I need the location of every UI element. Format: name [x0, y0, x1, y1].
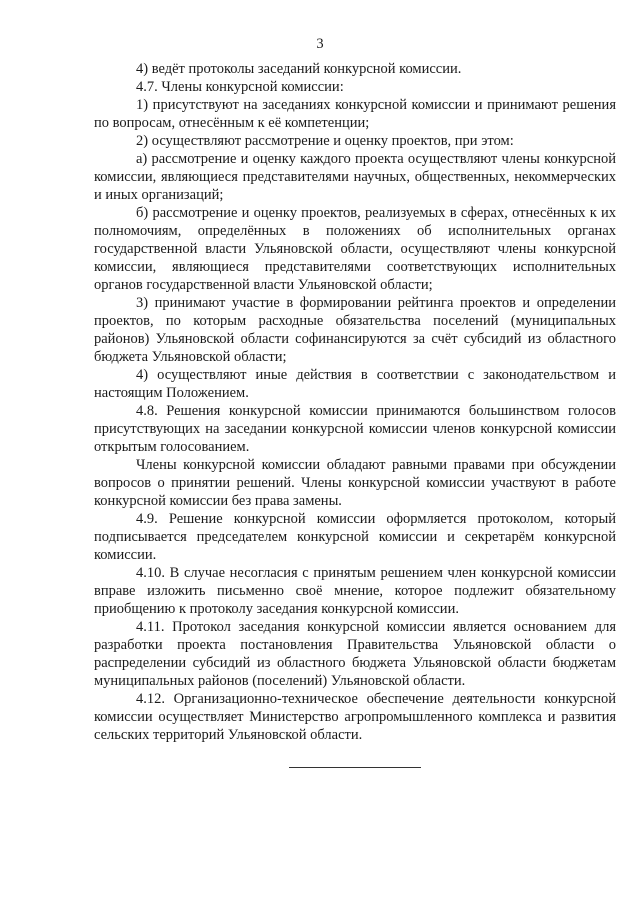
paragraph: 4.10. В случае несогласия с принятым решением член конкурсной комиссии вправе изложить письменно своё мнение, которое подлежит обязательному приобщению к протоколу заседания конкурсной комиссии. — [94, 565, 616, 617]
paragraph: а) рассмотрение и оценку каждого проекта осуществляют члены конкурсной комиссии, являющиеся представителями научных, общественных, некоммерческих и иных организаций; — [94, 151, 616, 203]
page-number: 3 — [316, 36, 324, 52]
paragraph: 4) ведёт протоколы заседаний конкурсной комиссии. — [136, 61, 462, 77]
paragraph: 4.8. Решения конкурсной комиссии принимаются большинством голосов присутствующих на заседании конкурсной комиссии членов конкурсной комиссии открытым голосованием. — [94, 403, 616, 455]
paragraph: 1) присутствуют на заседаниях конкурсной комиссии и принимают решения по вопросам, отнесённым к её компетенции; — [94, 97, 616, 131]
paragraph: 4.9. Решение конкурсной комиссии оформляется протоколом, который подписывается председателем конкурсной комиссии и секретарём конкурсной комиссии. — [94, 511, 616, 563]
paragraph: Члены конкурсной комиссии обладают равными правами при обсуждении вопросов о принятии решений. Члены конкурсной комиссии участвуют в работе конкурсной комиссии без права замены. — [94, 457, 616, 509]
document-body — [94, 60, 616, 744]
paragraph: 4.11. Протокол заседания конкурсной комиссии является основанием для разработки проекта постановления Правительства Ульяновской области о распределении субсидий из областного бюджета Ульяновской области бюджетам муниципальных районов (поселений) Ульяновской области. — [94, 619, 616, 689]
end-of-text-rule — [289, 767, 421, 768]
paragraph: 4) осуществляют иные действия в соответствии с законодательством и настоящим Положением. — [94, 367, 616, 401]
paragraph: 2) осуществляют рассмотрение и оценку проектов, при этом: — [136, 133, 514, 149]
paragraph: 3) принимают участие в формировании рейтинга проектов и определении проектов, по которым расходные обязательства поселений (муниципальных районов) Ульяновской области софинансируются за счёт субсидий из областного бюджета Ульяновской области; — [94, 295, 616, 365]
paragraph: 4.12. Организационно-техническое обеспечение деятельности конкурсной комиссии осуществляет Министерство агропромышленного комплекса и развития сельских территорий Ульяновской области. — [94, 691, 616, 743]
paragraph: б) рассмотрение и оценку проектов, реализуемых в сферах, отнесённых к их полномочиям, определённых в положениях об исполнительных органах государственной власти Ульяновской области, осуществляют члены конкурсной комиссии, являющиеся представителями соответствующих исполнительных органов государственной власти Ульяновской области; — [94, 205, 616, 293]
paragraph: 4.7. Члены конкурсной комиссии: — [136, 79, 344, 95]
